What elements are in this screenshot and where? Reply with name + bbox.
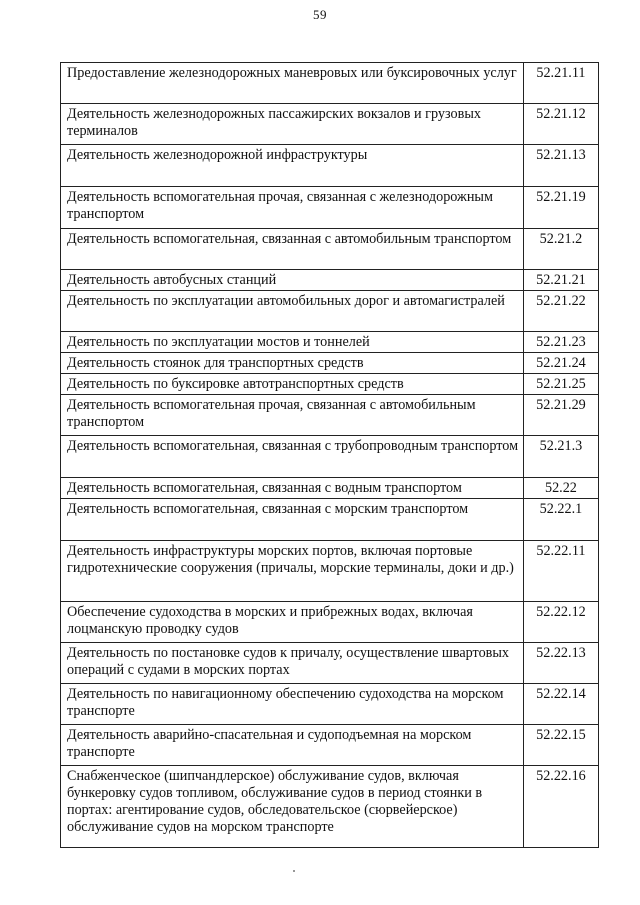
- activity-code: 52.21.12: [523, 104, 598, 145]
- activity-description: Деятельность стоянок для транспортных средств: [61, 353, 524, 374]
- activity-code: 52.21.2: [523, 229, 598, 270]
- table-row: [61, 187, 599, 229]
- activity-description: Деятельность железнодорожной инфраструктуры: [61, 145, 524, 187]
- activity-code: 52.22.16: [523, 766, 598, 848]
- activity-code: 52.22.15: [523, 725, 598, 766]
- table-row: [61, 602, 599, 643]
- activity-code: 52.22: [523, 478, 598, 499]
- activity-code: 52.22.12: [523, 602, 598, 643]
- activity-code: 52.21.21: [523, 270, 598, 291]
- activity-description: Деятельность вспомогательная, связанная с водным транспортом: [61, 478, 524, 499]
- table-row: [61, 104, 599, 145]
- table-row: [61, 541, 599, 602]
- activity-code: 52.21.13: [523, 145, 598, 187]
- activity-code: 52.21.3: [523, 436, 598, 478]
- activity-code: 52.21.29: [523, 395, 598, 436]
- activity-codes-table: [60, 62, 599, 848]
- activity-description: Деятельность по постановке судов к причалу, осуществление швартовых операций с судами в морских портах: [61, 643, 524, 684]
- page-number: 59: [313, 7, 327, 22]
- activity-description: Деятельность по навигационному обеспечению судоходства на морском транспорте: [61, 684, 524, 725]
- table-row: [61, 291, 599, 332]
- table-row: [61, 353, 599, 374]
- activity-code: 52.22.14: [523, 684, 598, 725]
- activity-description: Деятельность по эксплуатации мостов и тоннелей: [61, 332, 524, 353]
- activity-code: 52.21.25: [523, 374, 598, 395]
- table-row: [61, 436, 599, 478]
- activity-description: Обеспечение судоходства в морских и прибрежных водах, включая лоцманскую проводку судов: [61, 602, 524, 643]
- table-row: [61, 332, 599, 353]
- activity-description: Деятельность железнодорожных пассажирских вокзалов и грузовых терминалов: [61, 104, 524, 145]
- activity-code: 52.21.23: [523, 332, 598, 353]
- activity-code: 52.22.13: [523, 643, 598, 684]
- activity-description: Деятельность вспомогательная, связанная с трубопроводным транспортом: [61, 436, 524, 478]
- table-row: [61, 766, 599, 848]
- table-row: [61, 643, 599, 684]
- activity-description: Деятельность вспомогательная, связанная с автомобильным транспортом: [61, 229, 524, 270]
- activity-description: Предоставление железнодорожных маневровых или буксировочных услуг: [61, 63, 524, 104]
- table-row: [61, 725, 599, 766]
- activity-description: Снабженческое (шипчандлерское) обслуживание судов, включая бункеровку судов топливом, обслуживание судов в период стоянки в портах: агентирование судов, обследовательское (сюрвейерское) обслуживание судов на морском транспорте: [61, 766, 524, 848]
- table-row: [61, 499, 599, 541]
- activity-code: 52.21.11: [523, 63, 598, 104]
- scan-speck: [293, 870, 295, 872]
- activity-code: 52.21.24: [523, 353, 598, 374]
- activity-description: Деятельность вспомогательная прочая, связанная с железнодорожным транспортом: [61, 187, 524, 229]
- activity-description: Деятельность инфраструктуры морских портов, включая портовые гидротехнические сооружения (причалы, морские терминалы, доки и др.): [61, 541, 524, 602]
- table-row: [61, 374, 599, 395]
- activity-description: Деятельность по буксировке автотранспортных средств: [61, 374, 524, 395]
- activity-description: Деятельность по эксплуатации автомобильных дорог и автомагистралей: [61, 291, 524, 332]
- table-row: [61, 229, 599, 270]
- activity-description: Деятельность аварийно-спасательная и судоподъемная на морском транспорте: [61, 725, 524, 766]
- activity-code: 52.22.11: [523, 541, 598, 602]
- activity-description: Деятельность автобусных станций: [61, 270, 524, 291]
- table-row: [61, 684, 599, 725]
- table-row: [61, 395, 599, 436]
- table-row: [61, 145, 599, 187]
- table-row: [61, 270, 599, 291]
- activity-code: 52.21.22: [523, 291, 598, 332]
- activity-description: Деятельность вспомогательная, связанная с морским транспортом: [61, 499, 524, 541]
- activity-code: 52.22.1: [523, 499, 598, 541]
- table-row: [61, 478, 599, 499]
- activity-code: 52.21.19: [523, 187, 598, 229]
- activity-description: Деятельность вспомогательная прочая, связанная с автомобильным транспортом: [61, 395, 524, 436]
- table-row: [61, 63, 599, 104]
